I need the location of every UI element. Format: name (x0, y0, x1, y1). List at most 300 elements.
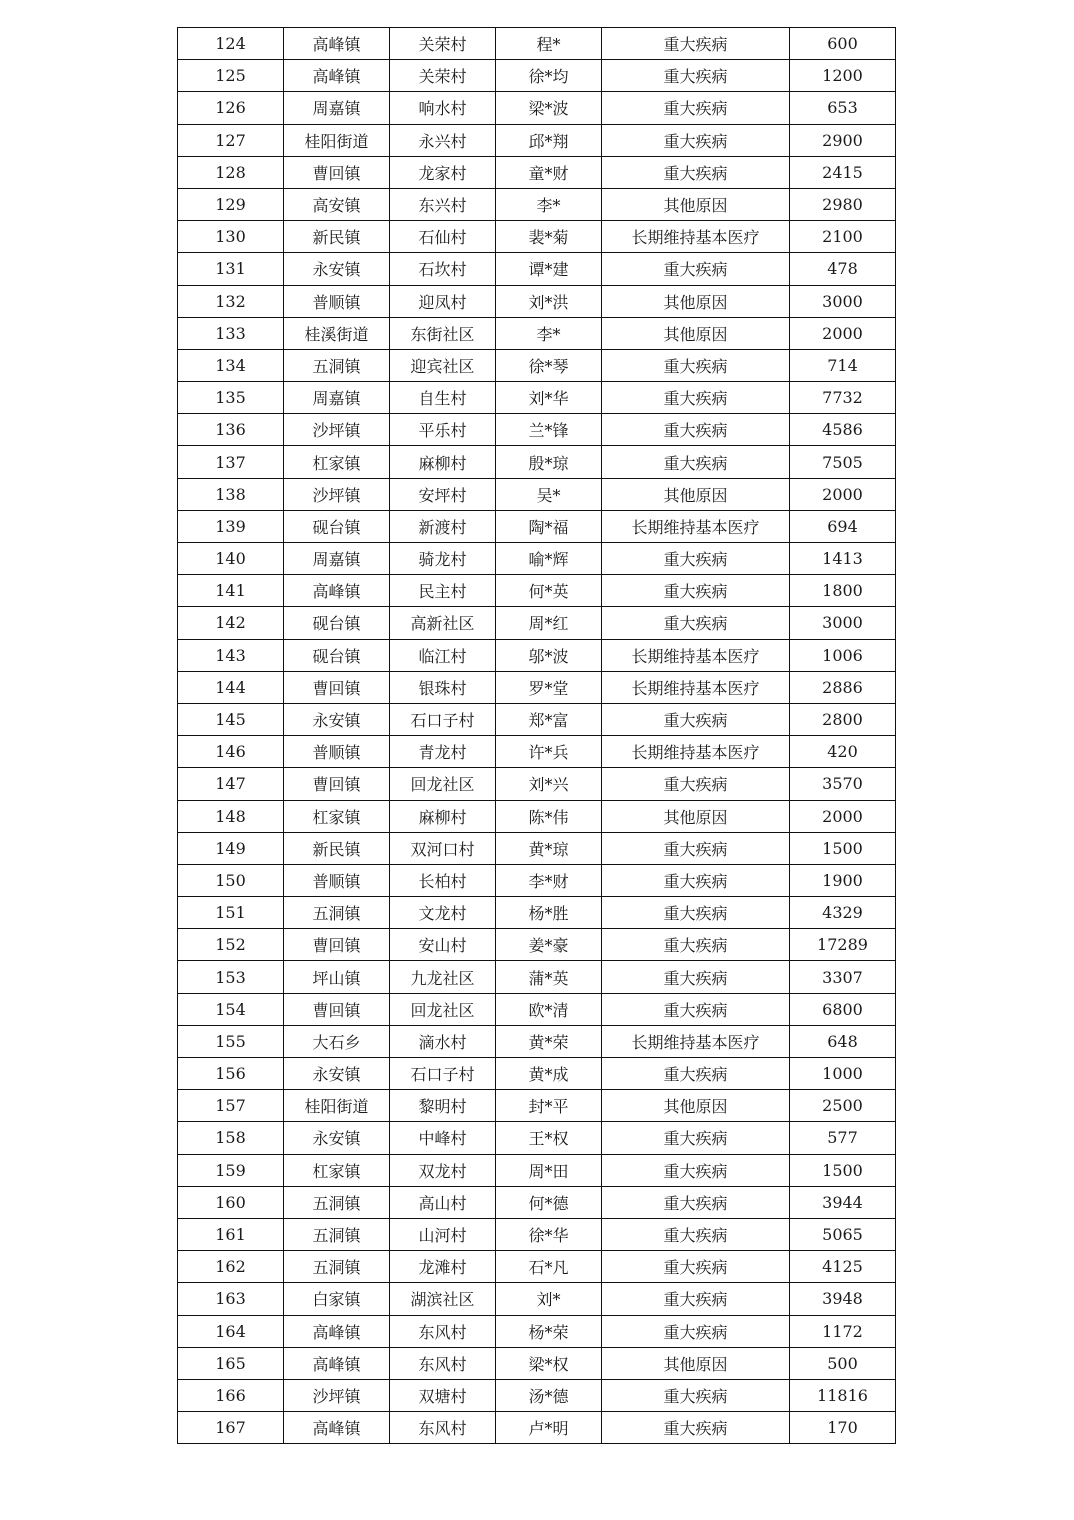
cell-row-number: 163 (178, 1283, 284, 1315)
table-row (178, 897, 896, 929)
cell-village: 骑龙村 (390, 543, 496, 575)
cell-row-number: 148 (178, 800, 284, 832)
cell-row-number: 166 (178, 1379, 284, 1411)
cell-reason: 重大疾病 (602, 575, 790, 607)
cell-village: 麻柳村 (390, 800, 496, 832)
cell-name: 吴* (496, 478, 602, 510)
cell-township: 新民镇 (284, 221, 390, 253)
cell-amount: 2980 (790, 188, 896, 220)
cell-row-number: 134 (178, 349, 284, 381)
table-row (178, 639, 896, 671)
cell-township: 沙坪镇 (284, 478, 390, 510)
cell-row-number: 138 (178, 478, 284, 510)
table-row (178, 736, 896, 768)
cell-village: 回龙社区 (390, 993, 496, 1025)
cell-name: 周*田 (496, 1154, 602, 1186)
cell-reason: 重大疾病 (602, 993, 790, 1025)
table-row (178, 349, 896, 381)
cell-village: 东风村 (390, 1315, 496, 1347)
cell-row-number: 158 (178, 1122, 284, 1154)
cell-reason: 重大疾病 (602, 1315, 790, 1347)
table-row (178, 92, 896, 124)
cell-amount: 3570 (790, 768, 896, 800)
cell-village: 石仙村 (390, 221, 496, 253)
cell-name: 封*平 (496, 1090, 602, 1122)
cell-row-number: 153 (178, 961, 284, 993)
cell-name: 罗*堂 (496, 671, 602, 703)
cell-amount: 1413 (790, 543, 896, 575)
cell-row-number: 137 (178, 446, 284, 478)
cell-name: 刘*洪 (496, 285, 602, 317)
cell-township: 桂阳街道 (284, 124, 390, 156)
cell-township: 五洞镇 (284, 1218, 390, 1250)
cell-reason: 重大疾病 (602, 382, 790, 414)
cell-township: 永安镇 (284, 703, 390, 735)
cell-reason: 长期维持基本医疗 (602, 671, 790, 703)
cell-row-number: 147 (178, 768, 284, 800)
cell-row-number: 162 (178, 1251, 284, 1283)
cell-amount: 1172 (790, 1315, 896, 1347)
cell-row-number: 142 (178, 607, 284, 639)
cell-village: 关荣村 (390, 28, 496, 60)
cell-village: 自生村 (390, 382, 496, 414)
table-row (178, 1315, 896, 1347)
cell-row-number: 139 (178, 510, 284, 542)
table-row (178, 285, 896, 317)
cell-amount: 648 (790, 1025, 896, 1057)
cell-township: 曹回镇 (284, 993, 390, 1025)
cell-name: 刘*华 (496, 382, 602, 414)
cell-name: 陈*伟 (496, 800, 602, 832)
cell-reason: 重大疾病 (602, 349, 790, 381)
cell-name: 周*红 (496, 607, 602, 639)
cell-row-number: 145 (178, 703, 284, 735)
cell-reason: 重大疾病 (602, 1122, 790, 1154)
cell-row-number: 144 (178, 671, 284, 703)
cell-township: 普顺镇 (284, 736, 390, 768)
cell-amount: 2900 (790, 124, 896, 156)
cell-village: 东风村 (390, 1347, 496, 1379)
cell-village: 龙家村 (390, 156, 496, 188)
cell-amount: 1500 (790, 1154, 896, 1186)
cell-name: 郑*富 (496, 703, 602, 735)
cell-village: 黎明村 (390, 1090, 496, 1122)
cell-reason: 重大疾病 (602, 864, 790, 896)
cell-township: 普顺镇 (284, 864, 390, 896)
cell-row-number: 143 (178, 639, 284, 671)
cell-township: 永安镇 (284, 1122, 390, 1154)
cell-row-number: 127 (178, 124, 284, 156)
cell-amount: 3307 (790, 961, 896, 993)
cell-row-number: 133 (178, 317, 284, 349)
cell-village: 永兴村 (390, 124, 496, 156)
cell-reason: 重大疾病 (602, 1058, 790, 1090)
cell-reason: 其他原因 (602, 1347, 790, 1379)
cell-amount: 1900 (790, 864, 896, 896)
cell-reason: 重大疾病 (602, 929, 790, 961)
cell-name: 邬*波 (496, 639, 602, 671)
cell-name: 汤*德 (496, 1379, 602, 1411)
cell-name: 黄*琼 (496, 832, 602, 864)
cell-name: 徐*华 (496, 1218, 602, 1250)
cell-township: 五洞镇 (284, 1251, 390, 1283)
cell-name: 卢*明 (496, 1412, 602, 1444)
cell-name: 程* (496, 28, 602, 60)
cell-reason: 重大疾病 (602, 543, 790, 575)
cell-township: 沙坪镇 (284, 414, 390, 446)
cell-reason: 重大疾病 (602, 446, 790, 478)
cell-row-number: 160 (178, 1186, 284, 1218)
cell-amount: 3000 (790, 285, 896, 317)
cell-reason: 重大疾病 (602, 1412, 790, 1444)
table-row (178, 510, 896, 542)
table-row (178, 575, 896, 607)
cell-reason: 长期维持基本医疗 (602, 1025, 790, 1057)
cell-row-number: 141 (178, 575, 284, 607)
cell-amount: 478 (790, 253, 896, 285)
cell-amount: 7732 (790, 382, 896, 414)
table-row (178, 188, 896, 220)
cell-village: 平乐村 (390, 414, 496, 446)
cell-township: 高峰镇 (284, 28, 390, 60)
cell-village: 中峰村 (390, 1122, 496, 1154)
cell-amount: 6800 (790, 993, 896, 1025)
table-row (178, 1347, 896, 1379)
cell-amount: 3000 (790, 607, 896, 639)
table-row (178, 1218, 896, 1250)
cell-village: 安山村 (390, 929, 496, 961)
cell-village: 双龙村 (390, 1154, 496, 1186)
cell-row-number: 167 (178, 1412, 284, 1444)
cell-amount: 2000 (790, 478, 896, 510)
cell-township: 杠家镇 (284, 1154, 390, 1186)
cell-village: 关荣村 (390, 60, 496, 92)
cell-village: 响水村 (390, 92, 496, 124)
cell-reason: 长期维持基本医疗 (602, 736, 790, 768)
cell-amount: 5065 (790, 1218, 896, 1250)
table-row (178, 607, 896, 639)
cell-village: 双塘村 (390, 1379, 496, 1411)
cell-village: 东街社区 (390, 317, 496, 349)
table-row (178, 382, 896, 414)
cell-row-number: 149 (178, 832, 284, 864)
cell-township: 周嘉镇 (284, 543, 390, 575)
cell-row-number: 159 (178, 1154, 284, 1186)
table-row (178, 768, 896, 800)
table-row (178, 1154, 896, 1186)
table-row (178, 124, 896, 156)
cell-township: 坪山镇 (284, 961, 390, 993)
cell-reason: 其他原因 (602, 1090, 790, 1122)
cell-village: 临江村 (390, 639, 496, 671)
cell-name: 何*英 (496, 575, 602, 607)
cell-row-number: 151 (178, 897, 284, 929)
cell-name: 杨*荣 (496, 1315, 602, 1347)
cell-row-number: 124 (178, 28, 284, 60)
cell-reason: 重大疾病 (602, 124, 790, 156)
cell-name: 石*凡 (496, 1251, 602, 1283)
cell-reason: 重大疾病 (602, 768, 790, 800)
cell-village: 青龙村 (390, 736, 496, 768)
cell-village: 双河口村 (390, 832, 496, 864)
cell-village: 迎凤村 (390, 285, 496, 317)
table-row (178, 414, 896, 446)
cell-village: 龙滩村 (390, 1251, 496, 1283)
cell-name: 陶*福 (496, 510, 602, 542)
cell-reason: 重大疾病 (602, 414, 790, 446)
cell-reason: 重大疾病 (602, 1379, 790, 1411)
cell-amount: 2800 (790, 703, 896, 735)
cell-reason: 重大疾病 (602, 92, 790, 124)
cell-row-number: 157 (178, 1090, 284, 1122)
cell-reason: 重大疾病 (602, 253, 790, 285)
cell-name: 殷*琼 (496, 446, 602, 478)
cell-reason: 重大疾病 (602, 961, 790, 993)
cell-amount: 653 (790, 92, 896, 124)
cell-name: 刘* (496, 1283, 602, 1315)
cell-township: 高峰镇 (284, 575, 390, 607)
table-row (178, 1251, 896, 1283)
cell-amount: 1200 (790, 60, 896, 92)
cell-row-number: 130 (178, 221, 284, 253)
cell-township: 砚台镇 (284, 510, 390, 542)
cell-row-number: 135 (178, 382, 284, 414)
cell-village: 石口子村 (390, 703, 496, 735)
cell-reason: 重大疾病 (602, 28, 790, 60)
cell-amount: 420 (790, 736, 896, 768)
table-row (178, 864, 896, 896)
cell-reason: 其他原因 (602, 478, 790, 510)
cell-name: 姜*豪 (496, 929, 602, 961)
cell-name: 何*德 (496, 1186, 602, 1218)
cell-row-number: 128 (178, 156, 284, 188)
cell-township: 新民镇 (284, 832, 390, 864)
cell-amount: 4586 (790, 414, 896, 446)
cell-reason: 其他原因 (602, 800, 790, 832)
cell-amount: 500 (790, 1347, 896, 1379)
cell-township: 高峰镇 (284, 1412, 390, 1444)
cell-reason: 重大疾病 (602, 607, 790, 639)
cell-row-number: 146 (178, 736, 284, 768)
cell-row-number: 165 (178, 1347, 284, 1379)
cell-name: 裴*菊 (496, 221, 602, 253)
cell-reason: 长期维持基本医疗 (602, 221, 790, 253)
cell-amount: 1500 (790, 832, 896, 864)
table-row (178, 703, 896, 735)
cell-village: 高新社区 (390, 607, 496, 639)
cell-name: 李* (496, 317, 602, 349)
cell-reason: 重大疾病 (602, 1186, 790, 1218)
cell-row-number: 164 (178, 1315, 284, 1347)
cell-name: 蒲*英 (496, 961, 602, 993)
cell-amount: 4125 (790, 1251, 896, 1283)
cell-amount: 2000 (790, 800, 896, 832)
cell-township: 大石乡 (284, 1025, 390, 1057)
cell-name: 梁*权 (496, 1347, 602, 1379)
table-row (178, 253, 896, 285)
cell-amount: 2000 (790, 317, 896, 349)
cell-township: 杠家镇 (284, 800, 390, 832)
cell-name: 徐*均 (496, 60, 602, 92)
cell-amount: 1800 (790, 575, 896, 607)
cell-row-number: 136 (178, 414, 284, 446)
cell-township: 高峰镇 (284, 60, 390, 92)
table-row (178, 1090, 896, 1122)
cell-township: 砚台镇 (284, 639, 390, 671)
cell-name: 梁*波 (496, 92, 602, 124)
cell-reason: 重大疾病 (602, 1218, 790, 1250)
cell-name: 徐*琴 (496, 349, 602, 381)
cell-row-number: 155 (178, 1025, 284, 1057)
cell-township: 砚台镇 (284, 607, 390, 639)
table-row (178, 156, 896, 188)
table-row (178, 961, 896, 993)
table-row (178, 671, 896, 703)
cell-name: 喻*辉 (496, 543, 602, 575)
cell-name: 黄*荣 (496, 1025, 602, 1057)
cell-name: 欧*清 (496, 993, 602, 1025)
table-row (178, 317, 896, 349)
cell-name: 黄*成 (496, 1058, 602, 1090)
cell-village: 高山村 (390, 1186, 496, 1218)
table-row (178, 929, 896, 961)
cell-amount: 577 (790, 1122, 896, 1154)
table-row (178, 800, 896, 832)
cell-reason: 重大疾病 (602, 703, 790, 735)
cell-township: 高峰镇 (284, 1347, 390, 1379)
table-row (178, 543, 896, 575)
cell-amount: 170 (790, 1412, 896, 1444)
cell-township: 白家镇 (284, 1283, 390, 1315)
cell-reason: 重大疾病 (602, 1154, 790, 1186)
cell-name: 谭*建 (496, 253, 602, 285)
cell-township: 曹回镇 (284, 929, 390, 961)
cell-row-number: 152 (178, 929, 284, 961)
cell-reason: 重大疾病 (602, 1283, 790, 1315)
cell-reason: 长期维持基本医疗 (602, 639, 790, 671)
cell-township: 曹回镇 (284, 671, 390, 703)
cell-village: 石口子村 (390, 1058, 496, 1090)
cell-township: 五洞镇 (284, 1186, 390, 1218)
table-row (178, 1025, 896, 1057)
cell-amount: 694 (790, 510, 896, 542)
cell-township: 曹回镇 (284, 156, 390, 188)
cell-amount: 17289 (790, 929, 896, 961)
cell-amount: 1006 (790, 639, 896, 671)
cell-township: 永安镇 (284, 1058, 390, 1090)
cell-name: 王*权 (496, 1122, 602, 1154)
cell-township: 曹回镇 (284, 768, 390, 800)
cell-township: 周嘉镇 (284, 92, 390, 124)
cell-village: 安坪村 (390, 478, 496, 510)
assistance-table (177, 27, 896, 1444)
cell-village: 迎宾社区 (390, 349, 496, 381)
cell-amount: 3948 (790, 1283, 896, 1315)
cell-township: 永安镇 (284, 253, 390, 285)
table-row (178, 446, 896, 478)
cell-reason: 其他原因 (602, 188, 790, 220)
cell-name: 杨*胜 (496, 897, 602, 929)
cell-reason: 其他原因 (602, 285, 790, 317)
cell-township: 五洞镇 (284, 349, 390, 381)
cell-village: 回龙社区 (390, 768, 496, 800)
cell-township: 周嘉镇 (284, 382, 390, 414)
cell-reason: 长期维持基本医疗 (602, 510, 790, 542)
cell-village: 滴水村 (390, 1025, 496, 1057)
cell-row-number: 126 (178, 92, 284, 124)
cell-reason: 其他原因 (602, 317, 790, 349)
cell-row-number: 156 (178, 1058, 284, 1090)
table-body (178, 28, 896, 1444)
table-row (178, 1058, 896, 1090)
cell-village: 东兴村 (390, 188, 496, 220)
cell-village: 银珠村 (390, 671, 496, 703)
cell-township: 桂阳街道 (284, 1090, 390, 1122)
cell-row-number: 140 (178, 543, 284, 575)
cell-amount: 4329 (790, 897, 896, 929)
table-row (178, 1122, 896, 1154)
cell-township: 高峰镇 (284, 1315, 390, 1347)
cell-township: 高安镇 (284, 188, 390, 220)
cell-amount: 3944 (790, 1186, 896, 1218)
cell-amount: 2886 (790, 671, 896, 703)
table-row (178, 1283, 896, 1315)
table-row (178, 1186, 896, 1218)
cell-row-number: 161 (178, 1218, 284, 1250)
cell-township: 沙坪镇 (284, 1379, 390, 1411)
cell-township: 五洞镇 (284, 897, 390, 929)
cell-row-number: 132 (178, 285, 284, 317)
cell-name: 兰*锋 (496, 414, 602, 446)
cell-reason: 重大疾病 (602, 897, 790, 929)
cell-reason: 重大疾病 (602, 156, 790, 188)
cell-amount: 7505 (790, 446, 896, 478)
table-row (178, 1412, 896, 1444)
cell-row-number: 131 (178, 253, 284, 285)
cell-amount: 2500 (790, 1090, 896, 1122)
table-row (178, 60, 896, 92)
cell-amount: 600 (790, 28, 896, 60)
table-row (178, 993, 896, 1025)
cell-reason: 重大疾病 (602, 1251, 790, 1283)
cell-amount: 1000 (790, 1058, 896, 1090)
cell-village: 新渡村 (390, 510, 496, 542)
cell-amount: 714 (790, 349, 896, 381)
cell-village: 文龙村 (390, 897, 496, 929)
cell-name: 刘*兴 (496, 768, 602, 800)
cell-township: 杠家镇 (284, 446, 390, 478)
table-row (178, 1379, 896, 1411)
cell-village: 长柏村 (390, 864, 496, 896)
cell-name: 许*兵 (496, 736, 602, 768)
cell-township: 桂溪街道 (284, 317, 390, 349)
table-row (178, 28, 896, 60)
cell-name: 李*财 (496, 864, 602, 896)
cell-amount: 2415 (790, 156, 896, 188)
cell-reason: 重大疾病 (602, 60, 790, 92)
cell-village: 九龙社区 (390, 961, 496, 993)
cell-village: 湖滨社区 (390, 1283, 496, 1315)
cell-village: 石坎村 (390, 253, 496, 285)
cell-row-number: 125 (178, 60, 284, 92)
cell-row-number: 154 (178, 993, 284, 1025)
cell-name: 童*财 (496, 156, 602, 188)
cell-village: 麻柳村 (390, 446, 496, 478)
cell-reason: 重大疾病 (602, 832, 790, 864)
table-row (178, 478, 896, 510)
cell-amount: 2100 (790, 221, 896, 253)
cell-amount: 11816 (790, 1379, 896, 1411)
